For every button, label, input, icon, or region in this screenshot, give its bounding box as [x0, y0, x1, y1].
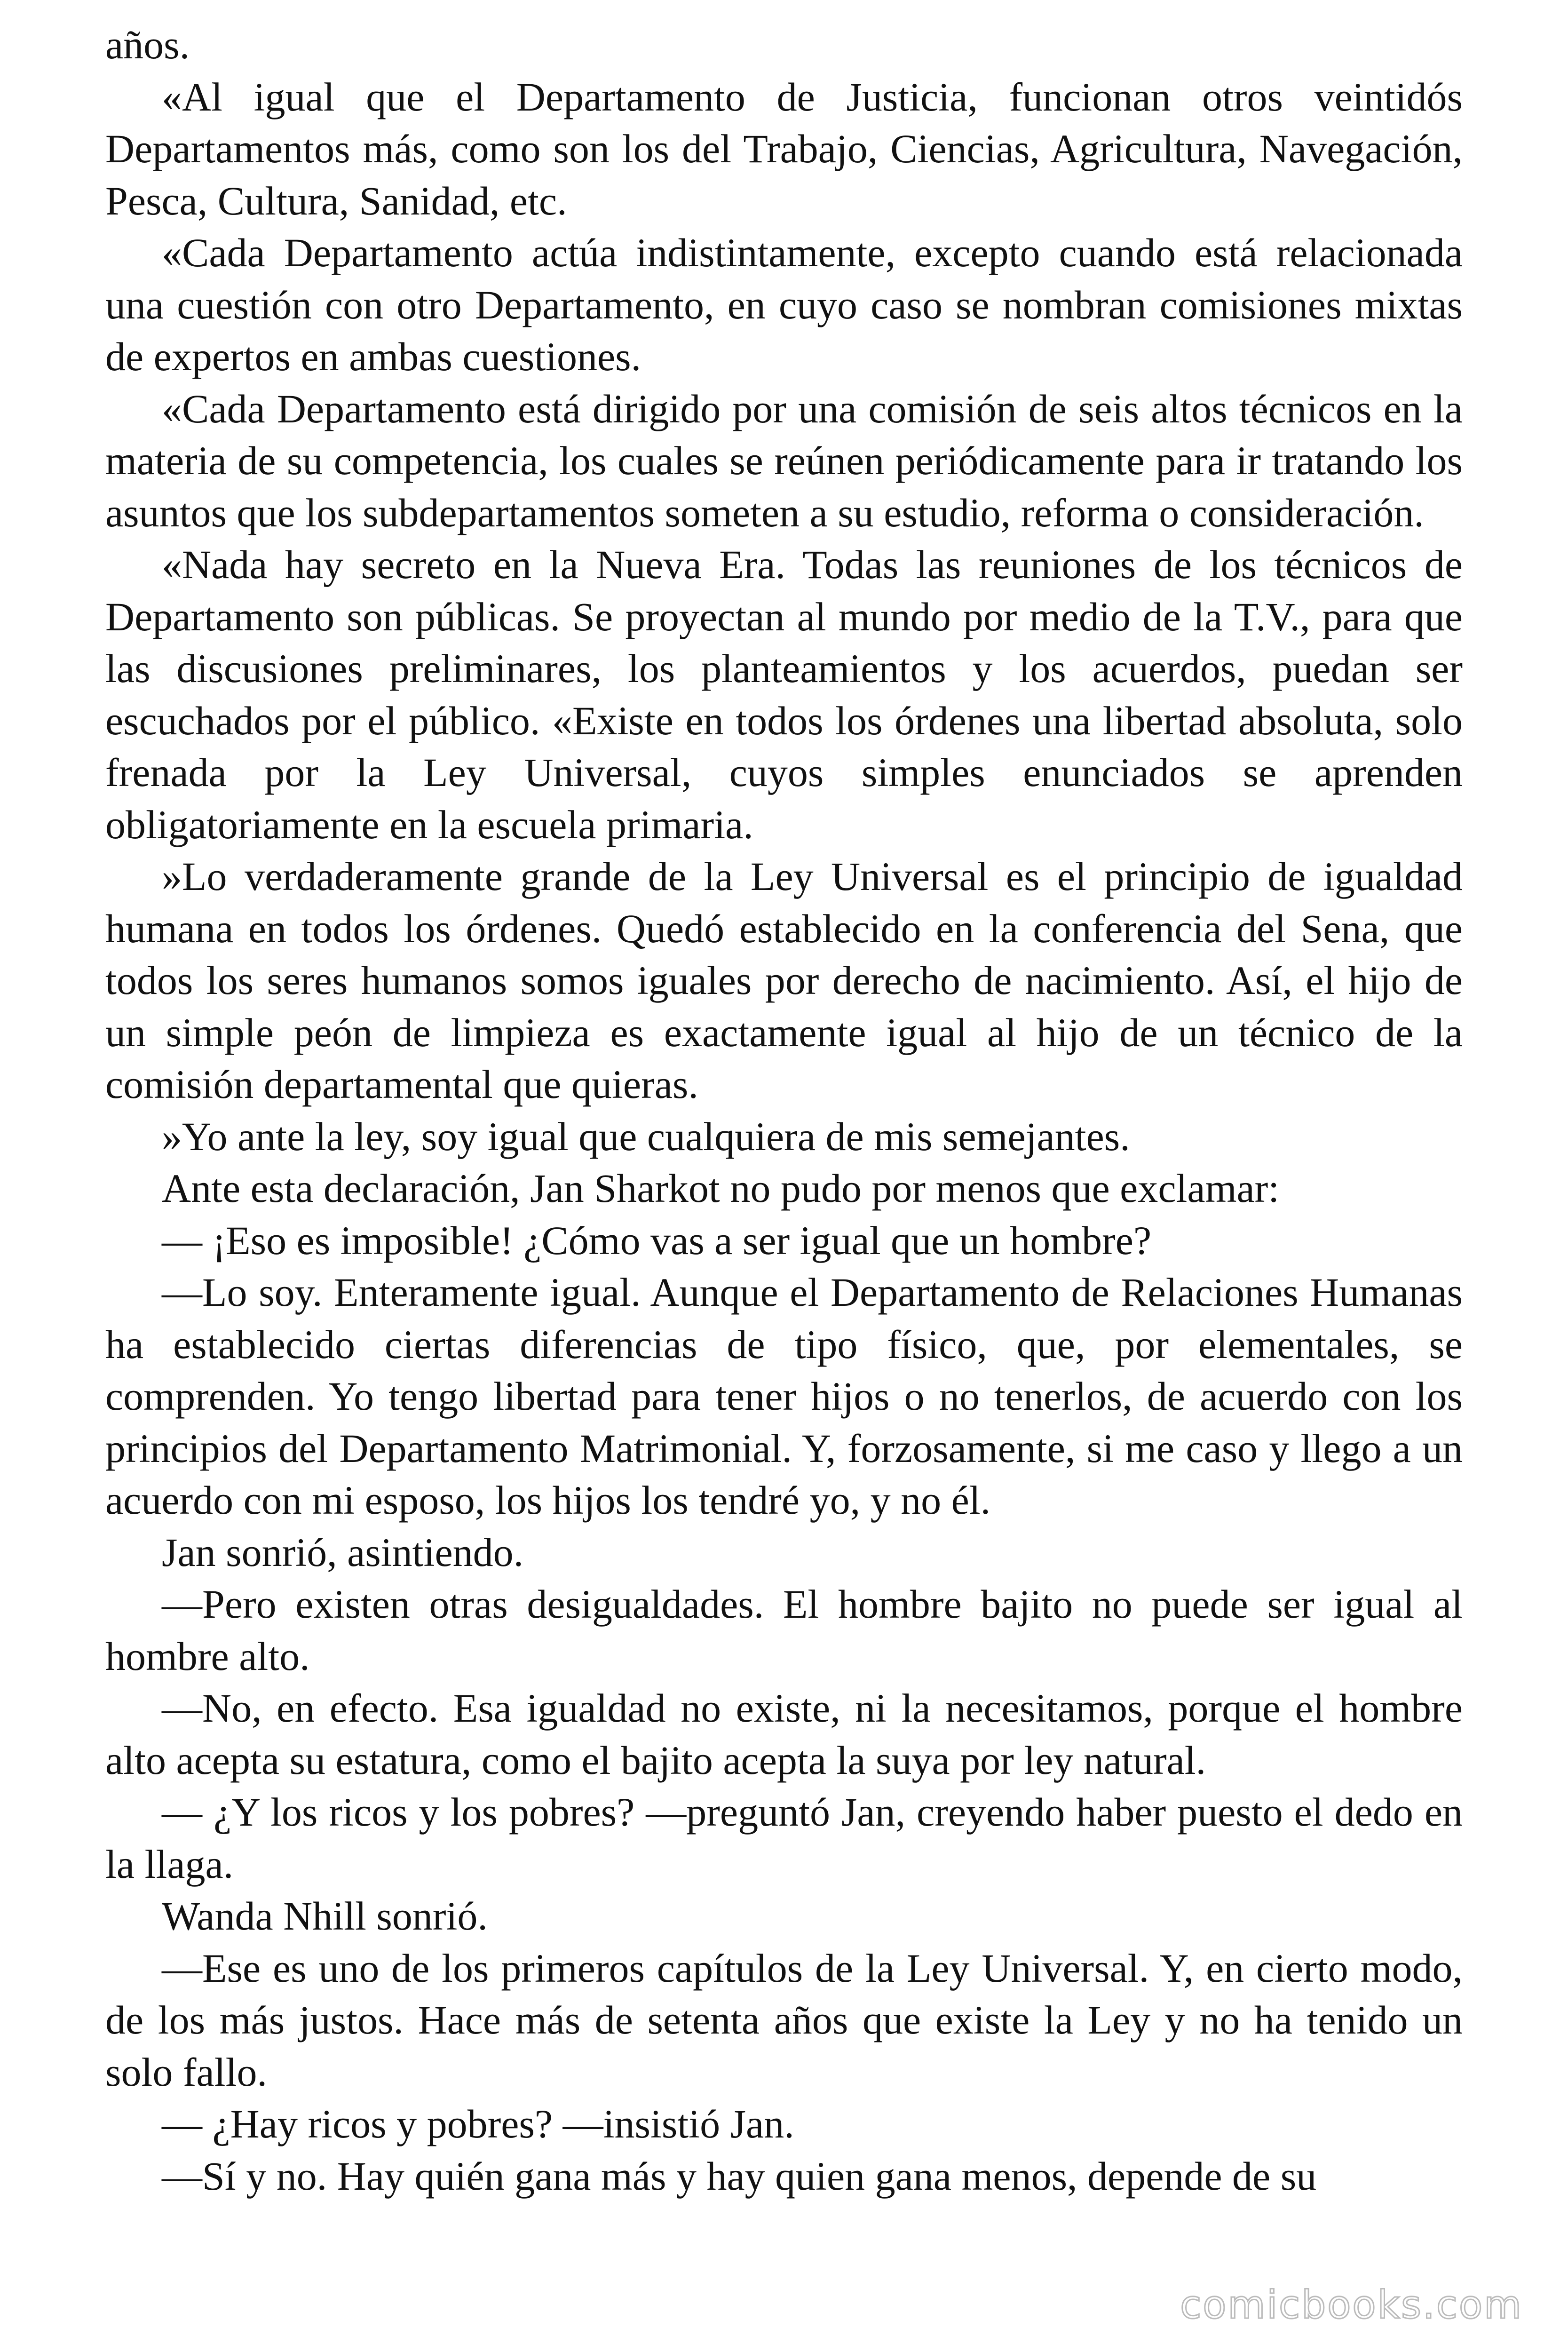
page-text [105, 19, 1463, 2202]
paragraph-11: Jan sonrió, asintiendo. [162, 1529, 524, 1575]
paragraph-18: —Sí y no. Hay quién gana más y hay quien gana menos, depende de su [162, 2153, 1317, 2199]
paragraph-4: «Cada Departamento está dirigido por una comisión de seis altos técnicos en la materia de su competencia, los cuales se reúnen periódicamente para ir tratando los asuntos que los subdepartamentos someten a su estudio, reforma o consideración. [105, 386, 1463, 535]
paragraph-8: Ante esta declaración, Jan Sharkot no pudo por menos que exclamar: [162, 1166, 1280, 1211]
watermark: comicbooks.com [1180, 2283, 1523, 2328]
paragraph-13: —No, en efecto. Esa igualdad no existe, ni la necesitamos, porque el hombre alto acepta su estatura, como el bajito acepta la suya por ley natural. [105, 1685, 1463, 1783]
paragraph-12: —Pero existen otras desigualdades. El hombre bajito no puede ser igual al hombre alto. [105, 1581, 1463, 1679]
paragraph-14: — ¿Y los ricos y los pobres? —preguntó Jan, creyendo haber puesto el dedo en la llaga. [105, 1789, 1463, 1887]
paragraph-7: »Yo ante la ley, soy igual que cualquiera de mis semejantes. [162, 1113, 1130, 1159]
paragraph-9: — ¡Eso es imposible! ¿Cómo vas a ser igual que un hombre? [162, 1217, 1152, 1263]
paragraph-6: »Lo verdaderamente grande de la Ley Universal es el principio de igualdad humana en todos los órdenes. Quedó establecido en la conferencia del Sena, que todos los seres humanos somos iguales por derecho de nacimiento. Así, el hijo de un simple peón de limpieza es exactamente igual al hijo de un técnico de la comisión departamental que quieras. [105, 854, 1463, 1107]
paragraph-16: —Ese es uno de los primeros capítulos de la Ley Universal. Y, en cierto modo, de los más justos. Hace más de setenta años que existe la Ley y no ha tenido un solo fallo. [105, 1945, 1463, 2095]
paragraph-5: «Nada hay secreto en la Nueva Era. Todas las reuniones de los técnicos de Departamento son públicas. Se proyectan al mundo por medio de la T.V., para que las discusiones preliminares, los planteamientos y los acuerdos, puedan ser escuchados por el público. «Existe en todos los órdenes una libertad absoluta, solo frenada por la Ley Universal, cuyos simples enunciados se aprenden obligatoriamente en la escuela primaria. [105, 542, 1463, 847]
paragraph-17: — ¿Hay ricos y pobres? —insistió Jan. [162, 2101, 794, 2146]
paragraph-10: —Lo soy. Enteramente igual. Aunque el Departamento de Relaciones Humanas ha establecido ciertas diferencias de tipo físico, que, por elementales, se comprenden. Yo tengo libertad para tener hijos o no tenerlos, de acuerdo con los principios del Departamento Matrimonial. Y, forzosamente, si me caso y llego a un acuerdo con mi esposo, los hijos los tendré yo, y no él. [105, 1270, 1463, 1523]
paragraph-2: «Al igual que el Departamento de Justicia, funcionan otros veintidós Departamentos más, como son los del Trabajo, Ciencias, Agricultura, Navegación, Pesca, Cultura, Sanidad, etc. [105, 74, 1463, 223]
paragraph-3: «Cada Departamento actúa indistintamente, excepto cuando está relacionada una cuestión con otro Departamento, en cuyo caso se nombran comisiones mixtas de expertos en ambas cuestiones. [105, 230, 1463, 379]
paragraph-1: años. [105, 22, 190, 67]
paragraph-15: Wanda Nhill sonrió. [162, 1893, 488, 1939]
